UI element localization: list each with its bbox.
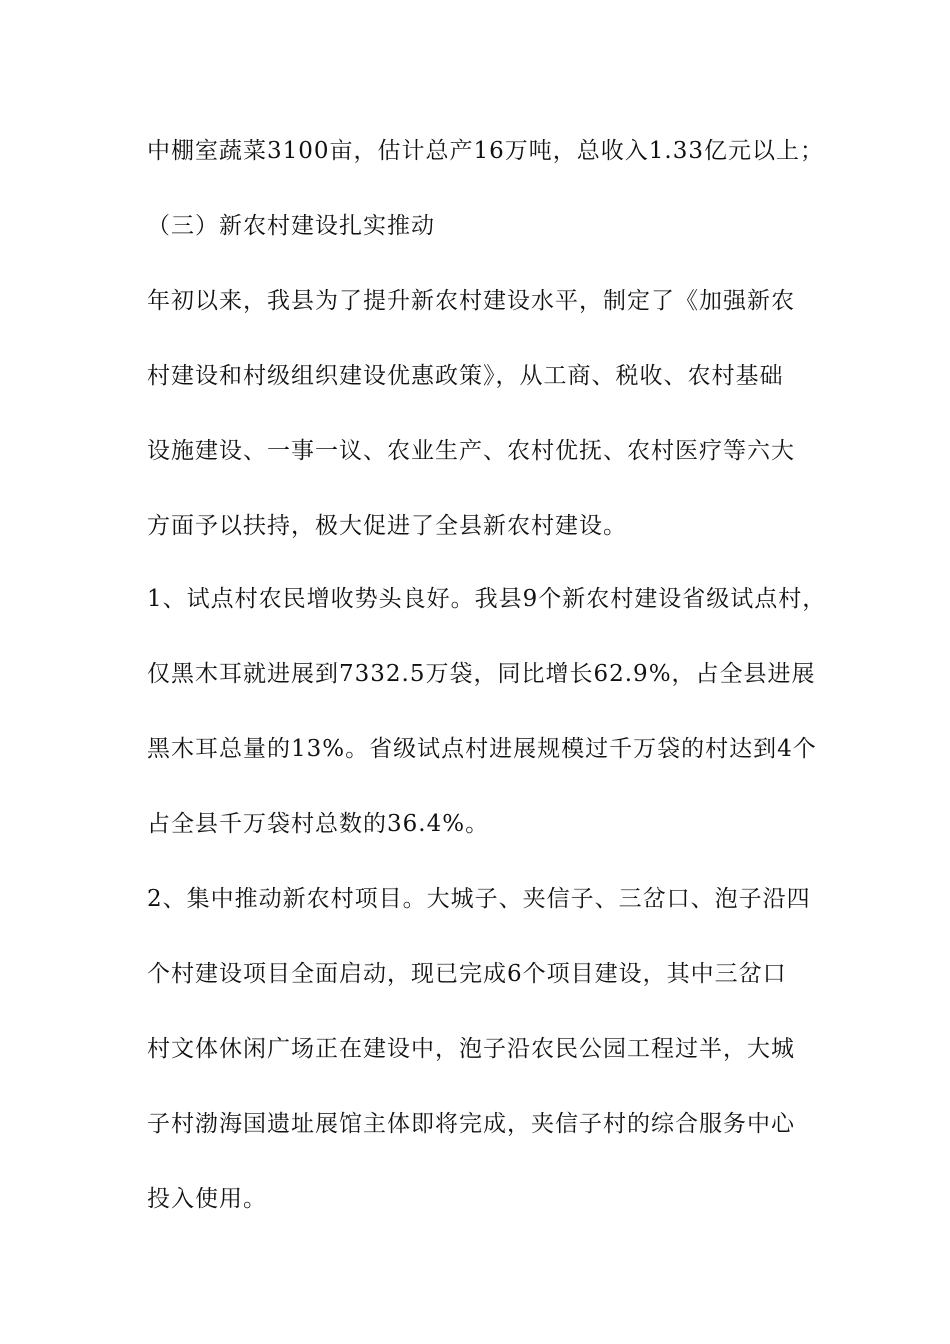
text-line: 村文体休闲广场正在建设中，泡子沿农民公园工程过半，大城 (147, 1036, 795, 1062)
text-line: 子村渤海国遗址展馆主体即将完成，夹信子村的综合服务中心 (147, 1111, 795, 1137)
text-line: 投入使用。 (147, 1186, 267, 1212)
text-line: 中棚室蔬菜3100亩，估计总产16万吨，总收入1.33亿元以上； (147, 138, 825, 164)
text-line: 占全县千万袋村总数的36.4%。 (147, 811, 490, 837)
text-line: 年初以来，我县为了提升新农村建设水平，制定了《加强新农 (147, 288, 795, 314)
text-line: 个村建设项目全面启动，现已完成6个项目建设，其中三岔口 (147, 961, 787, 987)
section-heading: （三）新农村建设扎实推动 (147, 213, 435, 239)
text-line: 黑木耳总量的13%。省级试点村进展规模过千万袋的村达到4个 (147, 736, 817, 762)
text-line: 2、集中推动新农村项目。大城子、夹信子、三岔口、泡子沿四 (147, 886, 811, 912)
text-line: 方面予以扶持，极大促进了全县新农村建设。 (147, 513, 627, 539)
text-line: 仅黑木耳就进展到7332.5万袋，同比增长62.9%，占全县进展 (147, 661, 816, 687)
text-line: 设施建设、一事一议、农业生产、农村优抚、农村医疗等六大 (147, 438, 795, 464)
text-line: 村建设和村级组织建设优惠政策》，从工商、税收、农村基础 (147, 363, 784, 389)
text-line: 1、试点村农民增收势头良好。我县9个新农村建设省级试点村， (147, 586, 827, 612)
